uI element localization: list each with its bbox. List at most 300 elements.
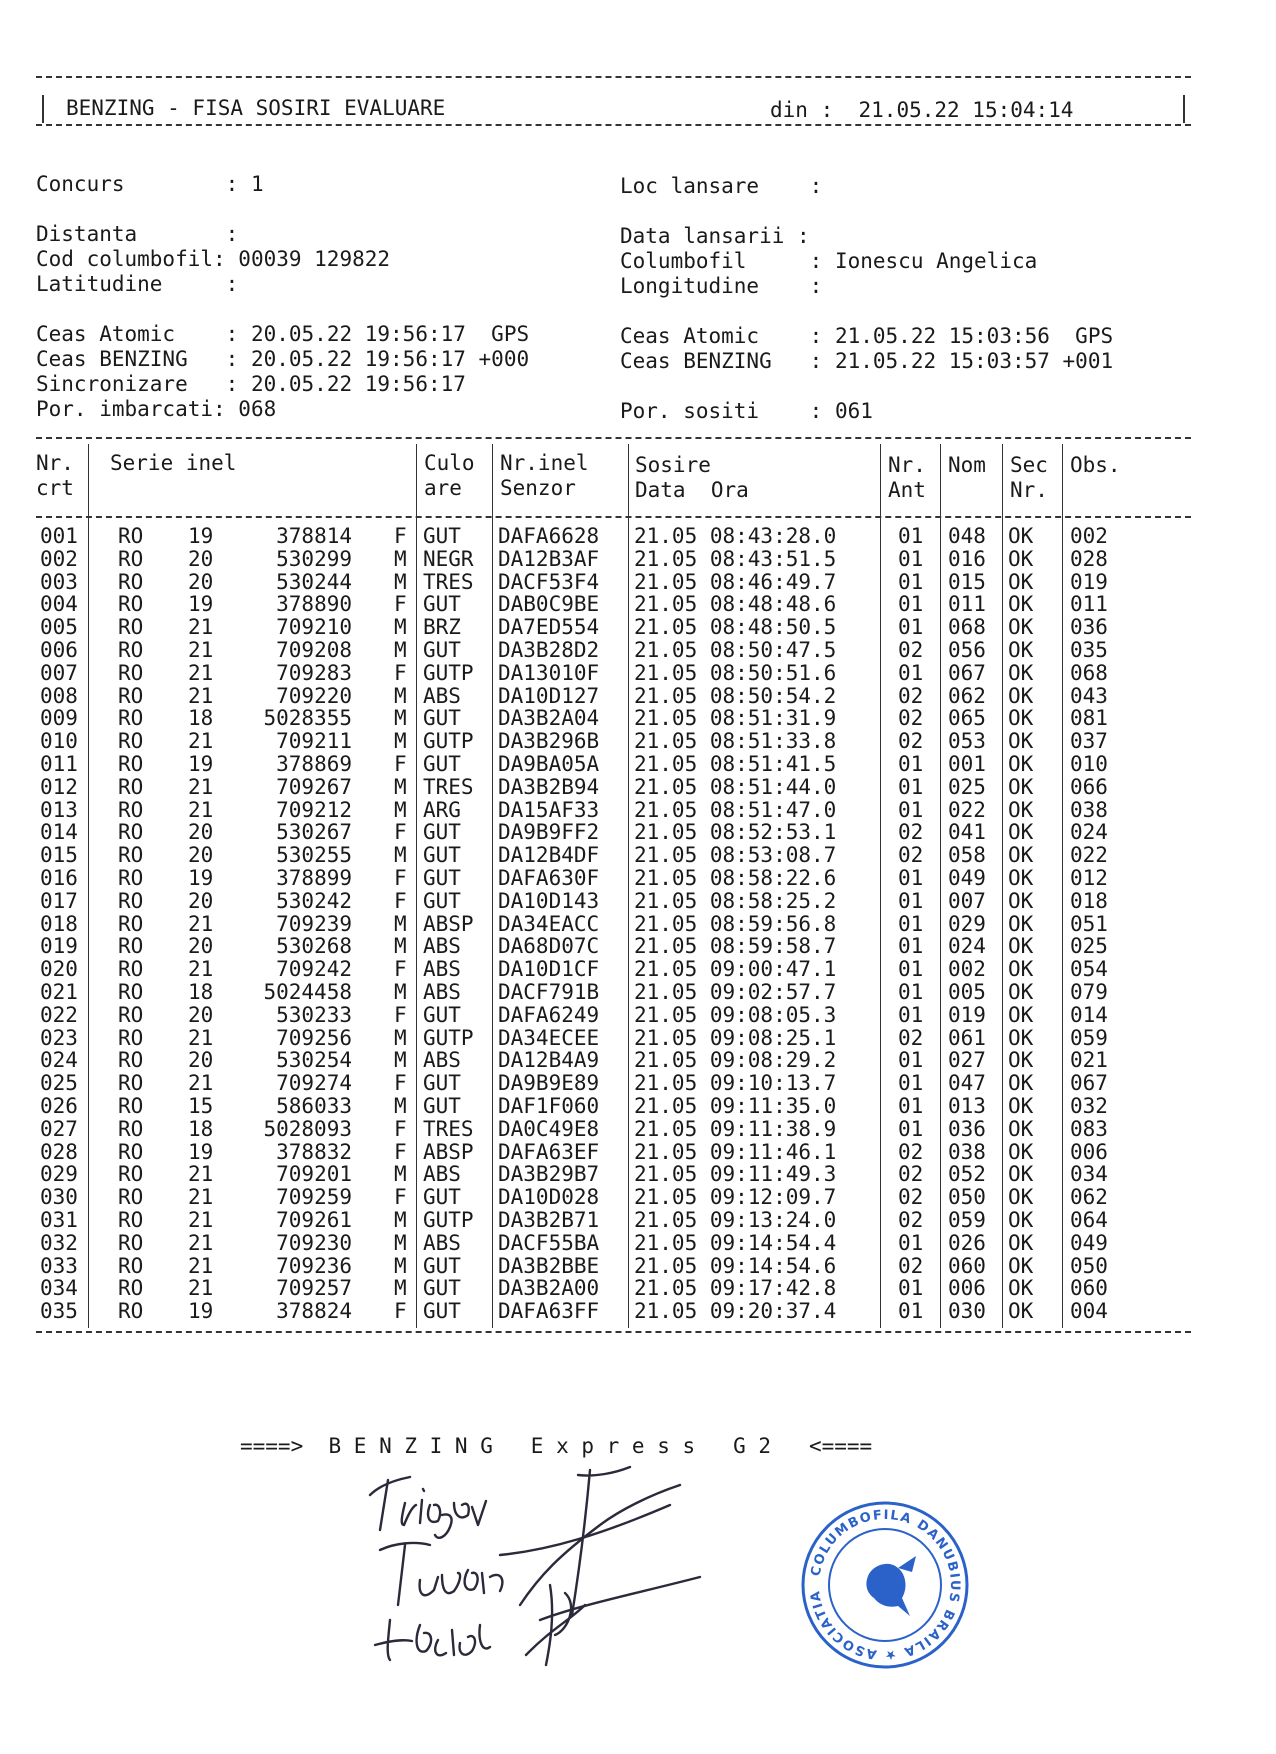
info-cod-columbofil bbox=[36, 247, 390, 272]
cell-country: RO bbox=[118, 1139, 144, 1164]
info-label: Latitudine bbox=[36, 272, 201, 296]
cell-sec: OK bbox=[1008, 1071, 1034, 1096]
table-row bbox=[36, 1026, 1191, 1051]
table-row bbox=[36, 684, 1191, 709]
cell-year: 19 bbox=[188, 866, 214, 890]
cell-nr-crt: 001 bbox=[40, 524, 78, 548]
cell-country: RO bbox=[118, 774, 144, 799]
cell-color: GUT bbox=[423, 866, 461, 890]
cell-obs: 032 bbox=[1070, 1094, 1108, 1118]
cell-sensor: DACF55BA bbox=[498, 1230, 600, 1255]
association-stamp bbox=[798, 1498, 972, 1672]
cell-nom: 036 bbox=[948, 1116, 986, 1141]
cell-country: RO bbox=[118, 683, 144, 708]
cell-nr-crt: 032 bbox=[40, 1230, 78, 1255]
cell-sensor: DAFA6628 bbox=[498, 524, 600, 548]
cell-sensor: DA10D143 bbox=[498, 888, 600, 913]
cell-year: 19 bbox=[188, 592, 214, 617]
table-row bbox=[36, 1003, 1191, 1028]
cell-sensor: DA34EACC bbox=[498, 911, 600, 936]
col-header-nom: Nom bbox=[948, 453, 986, 477]
cell-sensor: DA12B4DF bbox=[498, 843, 600, 868]
info-por-imbarcati bbox=[36, 397, 276, 422]
cell-nom: 059 bbox=[948, 1208, 986, 1232]
cell-obs: 037 bbox=[1070, 729, 1108, 754]
cell-ring-number: 709230 bbox=[276, 1230, 352, 1255]
cell-antenna: 02 bbox=[898, 638, 924, 662]
cell-sensor: DA7ED554 bbox=[498, 615, 600, 640]
table-row bbox=[36, 798, 1191, 823]
cell-arrival: 21.05 09:17:42.8 bbox=[634, 1276, 837, 1301]
cell-sex: M bbox=[394, 615, 407, 640]
report-title: BENZING - FISA SOSIRI EVALUARE bbox=[66, 96, 446, 120]
cell-nom: 067 bbox=[948, 660, 986, 685]
cell-ring-number: 709242 bbox=[276, 957, 352, 982]
cell-sex: F bbox=[394, 1002, 407, 1027]
info-value: : bbox=[225, 222, 239, 246]
cell-nom: 052 bbox=[948, 1162, 986, 1187]
table-row bbox=[36, 980, 1191, 1005]
cell-ring-number: 530244 bbox=[276, 569, 352, 594]
cell-antenna: 01 bbox=[898, 592, 924, 617]
info-label: Sincronizare bbox=[36, 372, 201, 396]
cell-obs: 068 bbox=[1070, 660, 1108, 685]
cell-nr-crt: 031 bbox=[40, 1208, 78, 1232]
cell-sensor: DA9B9E89 bbox=[498, 1071, 600, 1096]
cell-antenna: 01 bbox=[898, 866, 924, 890]
cell-antenna: 01 bbox=[898, 797, 924, 822]
cell-year: 21 bbox=[188, 1025, 214, 1050]
cell-color: TRES bbox=[423, 1116, 474, 1141]
cell-nr-crt: 013 bbox=[40, 797, 78, 822]
cell-antenna: 01 bbox=[898, 1276, 924, 1301]
cell-ring-number: 530254 bbox=[276, 1048, 352, 1073]
cell-obs: 018 bbox=[1070, 888, 1108, 913]
report-date bbox=[770, 98, 1073, 123]
cell-sec: OK bbox=[1008, 1139, 1034, 1164]
cell-arrival: 21.05 08:48:48.6 bbox=[634, 592, 837, 617]
cell-country: RO bbox=[118, 1230, 144, 1255]
cell-sensor: DACF53F4 bbox=[498, 569, 600, 594]
cell-color: ABS bbox=[423, 980, 461, 1004]
cell-color: GUT bbox=[423, 752, 461, 776]
cell-sec: OK bbox=[1008, 615, 1034, 640]
cell-sex: F bbox=[394, 1139, 407, 1164]
info-value: : 21.05.22 15:03:57 +001 bbox=[809, 349, 1114, 373]
cell-ring-number: 709259 bbox=[276, 1185, 352, 1210]
cell-color: GUTP bbox=[423, 660, 474, 685]
cell-sex: M bbox=[394, 1048, 407, 1073]
cell-ring-number: 530299 bbox=[276, 546, 352, 571]
info-sincronizare bbox=[36, 372, 466, 397]
cell-year: 21 bbox=[188, 1253, 214, 1278]
table-row bbox=[36, 1140, 1191, 1165]
cell-color: GUTP bbox=[423, 729, 474, 754]
cell-sec: OK bbox=[1008, 1048, 1034, 1073]
cell-sex: F bbox=[394, 866, 407, 890]
cell-year: 21 bbox=[188, 638, 214, 662]
info-value: : bbox=[225, 272, 239, 296]
cell-ring-number: 709208 bbox=[276, 638, 352, 662]
cell-sex: F bbox=[394, 660, 407, 685]
cell-color: GUT bbox=[423, 524, 461, 548]
col-header-culoare: Culo are bbox=[424, 451, 475, 500]
cell-nr-crt: 023 bbox=[40, 1025, 78, 1050]
cell-color: NEGR bbox=[423, 546, 474, 571]
cell-color: GUTP bbox=[423, 1208, 474, 1232]
info-ceas-atomic-end bbox=[620, 324, 1113, 349]
cell-obs: 081 bbox=[1070, 706, 1108, 731]
cell-sensor: DACF791B bbox=[498, 980, 600, 1004]
cell-sex: F bbox=[394, 524, 407, 548]
info-value: : 20.05.22 19:56:17 GPS bbox=[225, 322, 530, 346]
cell-year: 20 bbox=[188, 888, 214, 913]
info-por-sositi bbox=[620, 399, 873, 424]
cell-sensor: DA15AF33 bbox=[498, 797, 600, 822]
cell-sex: M bbox=[394, 911, 407, 936]
cell-arrival: 21.05 09:08:29.2 bbox=[634, 1048, 837, 1073]
info-ceas-benzing-start bbox=[36, 347, 529, 372]
cell-obs: 062 bbox=[1070, 1185, 1108, 1210]
cell-nr-crt: 018 bbox=[40, 911, 78, 936]
cell-country: RO bbox=[118, 1185, 144, 1210]
cell-antenna: 01 bbox=[898, 1002, 924, 1027]
cell-antenna: 01 bbox=[898, 888, 924, 913]
cell-sex: M bbox=[394, 1094, 407, 1118]
cell-obs: 021 bbox=[1070, 1048, 1108, 1073]
cell-antenna: 02 bbox=[898, 1253, 924, 1278]
cell-sec: OK bbox=[1008, 980, 1034, 1004]
cell-sec: OK bbox=[1008, 1299, 1034, 1324]
cell-antenna: 01 bbox=[898, 1116, 924, 1141]
cell-antenna: 02 bbox=[898, 706, 924, 731]
cell-obs: 036 bbox=[1070, 615, 1108, 640]
cell-antenna: 02 bbox=[898, 820, 924, 845]
info-label: Cod columbofil bbox=[36, 247, 214, 271]
info-ceas-atomic-start bbox=[36, 322, 529, 347]
cell-nr-crt: 027 bbox=[40, 1116, 78, 1141]
cell-sensor: DAF1F060 bbox=[498, 1094, 600, 1118]
cell-arrival: 21.05 09:11:49.3 bbox=[634, 1162, 837, 1187]
cell-obs: 067 bbox=[1070, 1071, 1108, 1096]
table-row bbox=[36, 706, 1191, 731]
cell-year: 21 bbox=[188, 683, 214, 708]
cell-ring-number: 530267 bbox=[276, 820, 352, 845]
cell-year: 20 bbox=[188, 546, 214, 571]
cell-nr-crt: 014 bbox=[40, 820, 78, 845]
cell-sec: OK bbox=[1008, 1002, 1034, 1027]
cell-sensor: DA13010F bbox=[498, 660, 600, 685]
cell-country: RO bbox=[118, 911, 144, 936]
cell-sec: OK bbox=[1008, 1116, 1034, 1141]
cell-country: RO bbox=[118, 1299, 144, 1324]
cell-sex: F bbox=[394, 1185, 407, 1210]
cell-color: GUT bbox=[423, 1071, 461, 1096]
cell-arrival: 21.05 09:10:13.7 bbox=[634, 1071, 837, 1096]
cell-nr-crt: 008 bbox=[40, 683, 78, 708]
cell-sec: OK bbox=[1008, 592, 1034, 617]
cell-year: 21 bbox=[188, 797, 214, 822]
table-row bbox=[36, 889, 1191, 914]
cell-ring-number: 586033 bbox=[276, 1094, 352, 1118]
cell-sex: F bbox=[394, 888, 407, 913]
cell-year: 21 bbox=[188, 1208, 214, 1232]
cell-nr-crt: 012 bbox=[40, 774, 78, 799]
cell-ring-number: 709236 bbox=[276, 1253, 352, 1278]
cell-country: RO bbox=[118, 934, 144, 959]
table-row bbox=[36, 1048, 1191, 1073]
cell-nom: 047 bbox=[948, 1071, 986, 1096]
cell-country: RO bbox=[118, 820, 144, 845]
cell-nom: 050 bbox=[948, 1185, 986, 1210]
table-row bbox=[36, 1231, 1191, 1256]
cell-year: 19 bbox=[188, 752, 214, 776]
info-label: Longitudine bbox=[620, 274, 798, 298]
cell-country: RO bbox=[118, 843, 144, 868]
info-value: : 20.05.22 19:56:17 bbox=[225, 372, 466, 396]
header-bottom-border bbox=[36, 124, 1191, 126]
cell-nom: 065 bbox=[948, 706, 986, 731]
cell-sex: F bbox=[394, 1116, 407, 1141]
table-row bbox=[36, 1117, 1191, 1142]
cell-nom: 006 bbox=[948, 1276, 986, 1301]
table-row bbox=[36, 1162, 1191, 1187]
svg-text:COLUMBOFILA DANUBIUS BRAILA ★: COLUMBOFILA DANUBIUS BRAILA ★ ASOCIATIA bbox=[808, 1507, 963, 1663]
info-concurs bbox=[36, 172, 264, 197]
col-header-serie-inel: Serie inel bbox=[110, 451, 237, 475]
cell-obs: 066 bbox=[1070, 774, 1108, 799]
table-row bbox=[36, 524, 1191, 549]
cell-nom: 038 bbox=[948, 1139, 986, 1164]
cell-obs: 038 bbox=[1070, 797, 1108, 822]
cell-nom: 030 bbox=[948, 1299, 986, 1324]
col-header-nr-ant: Nr. Ant bbox=[888, 453, 926, 502]
cell-nom: 024 bbox=[948, 934, 986, 959]
cell-sensor: DAFA630F bbox=[498, 866, 600, 890]
cell-sensor: DA3B2A00 bbox=[498, 1276, 600, 1301]
cell-ring-number: 378824 bbox=[276, 1299, 352, 1324]
cell-year: 20 bbox=[188, 1002, 214, 1027]
info-value: : 068 bbox=[213, 397, 277, 421]
cell-sex: M bbox=[394, 1025, 407, 1050]
cell-arrival: 21.05 08:46:49.7 bbox=[634, 569, 837, 594]
cell-year: 21 bbox=[188, 729, 214, 754]
cell-antenna: 02 bbox=[898, 1139, 924, 1164]
cell-sex: F bbox=[394, 957, 407, 982]
table-row bbox=[36, 638, 1191, 663]
info-value: : 1 bbox=[225, 172, 264, 196]
cell-nr-crt: 033 bbox=[40, 1253, 78, 1278]
cell-sec: OK bbox=[1008, 843, 1034, 868]
cell-color: GUT bbox=[423, 1002, 461, 1027]
cell-arrival: 21.05 09:13:24.0 bbox=[634, 1208, 837, 1232]
cell-arrival: 21.05 09:14:54.4 bbox=[634, 1230, 837, 1255]
cell-sensor: DA9B9FF2 bbox=[498, 820, 600, 845]
cell-country: RO bbox=[118, 592, 144, 617]
cell-sex: F bbox=[394, 752, 407, 776]
cell-sensor: DA12B4A9 bbox=[498, 1048, 600, 1073]
cell-sensor: DA3B2BBE bbox=[498, 1253, 600, 1278]
cell-nom: 062 bbox=[948, 683, 986, 708]
cell-year: 21 bbox=[188, 1276, 214, 1301]
cell-color: ABS bbox=[423, 1048, 461, 1073]
table-top-rule bbox=[36, 437, 1191, 439]
cell-arrival: 21.05 09:20:37.4 bbox=[634, 1299, 837, 1324]
info-label: Loc lansare bbox=[620, 174, 798, 198]
cell-obs: 011 bbox=[1070, 592, 1108, 617]
cell-nr-crt: 029 bbox=[40, 1162, 78, 1187]
cell-color: ABS bbox=[423, 957, 461, 982]
cell-sec: OK bbox=[1008, 1208, 1034, 1232]
cell-nom: 005 bbox=[948, 980, 986, 1004]
cell-obs: 054 bbox=[1070, 957, 1108, 982]
cell-color: TRES bbox=[423, 569, 474, 594]
cell-obs: 019 bbox=[1070, 569, 1108, 594]
cell-sensor: DA3B2A04 bbox=[498, 706, 600, 731]
cell-color: BRZ bbox=[423, 615, 461, 640]
info-label: Ceas BENZING bbox=[620, 349, 798, 373]
cell-arrival: 21.05 08:50:51.6 bbox=[634, 660, 837, 685]
info-value: : 00039 129822 bbox=[213, 247, 391, 271]
cell-color: GUT bbox=[423, 1185, 461, 1210]
cell-ring-number: 709239 bbox=[276, 911, 352, 936]
table-row bbox=[36, 1071, 1191, 1096]
info-label: Data lansarii bbox=[620, 224, 798, 248]
cell-sec: OK bbox=[1008, 911, 1034, 936]
cell-year: 15 bbox=[188, 1094, 214, 1118]
cell-arrival: 21.05 08:48:50.5 bbox=[634, 615, 837, 640]
cell-country: RO bbox=[118, 615, 144, 640]
cell-nr-crt: 007 bbox=[40, 660, 78, 685]
cell-year: 19 bbox=[188, 524, 214, 548]
cell-nr-crt: 026 bbox=[40, 1094, 78, 1118]
cell-arrival: 21.05 09:08:25.1 bbox=[634, 1025, 837, 1050]
cell-arrival: 21.05 09:08:05.3 bbox=[634, 1002, 837, 1027]
cell-sec: OK bbox=[1008, 1185, 1034, 1210]
cell-nom: 048 bbox=[948, 524, 986, 548]
cell-sex: M bbox=[394, 683, 407, 708]
cell-sec: OK bbox=[1008, 660, 1034, 685]
cell-sex: M bbox=[394, 569, 407, 594]
cell-obs: 049 bbox=[1070, 1230, 1108, 1255]
cell-country: RO bbox=[118, 752, 144, 776]
cell-sex: M bbox=[394, 546, 407, 571]
info-latitudine bbox=[36, 272, 238, 297]
cell-antenna: 01 bbox=[898, 569, 924, 594]
cell-year: 20 bbox=[188, 1048, 214, 1073]
cell-antenna: 01 bbox=[898, 1230, 924, 1255]
cell-color: ABSP bbox=[423, 911, 474, 936]
cell-sec: OK bbox=[1008, 683, 1034, 708]
cell-nom: 029 bbox=[948, 911, 986, 936]
info-label: Ceas Atomic bbox=[36, 322, 201, 346]
table-row bbox=[36, 1276, 1191, 1301]
cell-sec: OK bbox=[1008, 1094, 1034, 1118]
cell-year: 20 bbox=[188, 820, 214, 845]
cell-nom: 049 bbox=[948, 866, 986, 890]
cell-sex: F bbox=[394, 592, 407, 617]
cell-arrival: 21.05 08:50:47.5 bbox=[634, 638, 837, 662]
cell-country: RO bbox=[118, 1048, 144, 1073]
cell-color: GUT bbox=[423, 1253, 461, 1278]
info-loc-lansare bbox=[620, 174, 822, 199]
cell-antenna: 01 bbox=[898, 1071, 924, 1096]
cell-nom: 061 bbox=[948, 1025, 986, 1050]
cell-color: GUTP bbox=[423, 1025, 474, 1050]
cell-sec: OK bbox=[1008, 1276, 1034, 1301]
cell-obs: 014 bbox=[1070, 1002, 1108, 1027]
info-value: : 20.05.22 19:56:17 +000 bbox=[225, 347, 530, 371]
cell-sensor: DA0C49E8 bbox=[498, 1116, 600, 1141]
cell-year: 18 bbox=[188, 706, 214, 731]
table-row bbox=[36, 1299, 1191, 1324]
cell-nr-crt: 005 bbox=[40, 615, 78, 640]
cell-antenna: 02 bbox=[898, 1208, 924, 1232]
col-header-nr-inel-senzor: Nr.inel Senzor bbox=[500, 451, 589, 500]
cell-nr-crt: 035 bbox=[40, 1299, 78, 1324]
col-header-obs: Obs. bbox=[1070, 453, 1121, 477]
cell-sex: M bbox=[394, 1253, 407, 1278]
cell-antenna: 02 bbox=[898, 729, 924, 754]
cell-antenna: 02 bbox=[898, 683, 924, 708]
table-row bbox=[36, 957, 1191, 982]
cell-nr-crt: 006 bbox=[40, 638, 78, 662]
cell-country: RO bbox=[118, 569, 144, 594]
cell-color: ABS bbox=[423, 683, 461, 708]
report-date-label: din : bbox=[770, 98, 834, 122]
cell-country: RO bbox=[118, 729, 144, 754]
cell-color: GUT bbox=[423, 1299, 461, 1324]
table-bottom-rule bbox=[36, 1331, 1191, 1333]
cell-sec: OK bbox=[1008, 957, 1034, 982]
header-left-bar bbox=[42, 95, 44, 123]
cell-obs: 035 bbox=[1070, 638, 1108, 662]
cell-ring-number: 378899 bbox=[276, 866, 352, 890]
cell-country: RO bbox=[118, 1002, 144, 1027]
cell-arrival: 21.05 08:58:25.2 bbox=[634, 888, 837, 913]
info-distanta bbox=[36, 222, 238, 247]
cell-nom: 053 bbox=[948, 729, 986, 754]
cell-color: GUT bbox=[423, 638, 461, 662]
info-data-lansarii bbox=[620, 224, 810, 249]
table-row bbox=[36, 912, 1191, 937]
cell-color: ABSP bbox=[423, 1139, 474, 1164]
table-row bbox=[36, 866, 1191, 891]
cell-nr-crt: 021 bbox=[40, 980, 78, 1004]
header-right-bar bbox=[1183, 95, 1185, 123]
cell-nr-crt: 028 bbox=[40, 1139, 78, 1164]
cell-color: TRES bbox=[423, 774, 474, 799]
cell-sensor: DA9BA05A bbox=[498, 752, 600, 776]
cell-antenna: 02 bbox=[898, 843, 924, 868]
cell-year: 21 bbox=[188, 1162, 214, 1187]
cell-ring-number: 5028093 bbox=[263, 1116, 352, 1141]
cell-country: RO bbox=[118, 1276, 144, 1301]
cell-ring-number: 378869 bbox=[276, 752, 352, 776]
cell-obs: 060 bbox=[1070, 1276, 1108, 1301]
cell-nr-crt: 030 bbox=[40, 1185, 78, 1210]
cell-country: RO bbox=[118, 888, 144, 913]
cell-ring-number: 378890 bbox=[276, 592, 352, 617]
signatures-image bbox=[350, 1455, 730, 1670]
cell-sex: M bbox=[394, 1208, 407, 1232]
cell-ring-number: 709220 bbox=[276, 683, 352, 708]
cell-nr-crt: 009 bbox=[40, 706, 78, 731]
cell-ring-number: 709261 bbox=[276, 1208, 352, 1232]
cell-color: GUT bbox=[423, 706, 461, 731]
cell-sec: OK bbox=[1008, 866, 1034, 890]
cell-arrival: 21.05 08:51:41.5 bbox=[634, 752, 837, 776]
